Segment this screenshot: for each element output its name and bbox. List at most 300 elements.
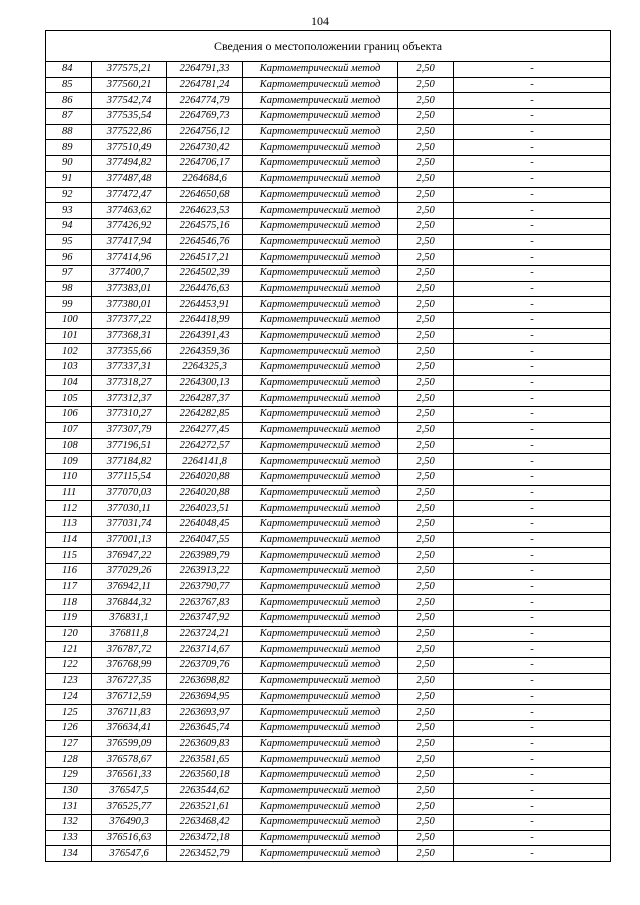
table-row [46, 720, 611, 736]
table-row [46, 501, 611, 517]
y-coordinate-cell: 2264684,6 [167, 171, 243, 187]
description-cell: - [454, 250, 611, 266]
accuracy-cell: 2,50 [398, 611, 454, 627]
y-coordinate-cell: 2263989,79 [167, 548, 243, 564]
description-cell: - [454, 265, 611, 281]
table-row [46, 532, 611, 548]
point-number-cell: 124 [46, 689, 92, 705]
table-row [46, 297, 611, 313]
method-cell: Картометрический метод [243, 548, 398, 564]
accuracy-cell: 2,50 [398, 344, 454, 360]
y-coordinate-cell: 2263560,18 [167, 767, 243, 783]
method-cell: Картометрический метод [243, 485, 398, 501]
point-number-cell: 129 [46, 767, 92, 783]
x-coordinate-cell: 376787,72 [92, 642, 167, 658]
description-cell: - [454, 673, 611, 689]
point-number-cell: 125 [46, 705, 92, 721]
method-cell: Картометрический метод [243, 799, 398, 815]
point-number-cell: 117 [46, 579, 92, 595]
x-coordinate-cell: 377307,79 [92, 422, 167, 438]
point-number-cell: 107 [46, 422, 92, 438]
x-coordinate-cell: 377115,54 [92, 469, 167, 485]
method-cell: Картометрический метод [243, 93, 398, 109]
method-cell: Картометрический метод [243, 344, 398, 360]
y-coordinate-cell: 2264287,37 [167, 391, 243, 407]
accuracy-cell: 2,50 [398, 783, 454, 799]
table-row [46, 485, 611, 501]
y-coordinate-cell: 2264020,88 [167, 485, 243, 501]
point-number-cell: 116 [46, 564, 92, 580]
x-coordinate-cell: 377070,03 [92, 485, 167, 501]
description-cell: - [454, 720, 611, 736]
y-coordinate-cell: 2264476,63 [167, 281, 243, 297]
y-coordinate-cell: 2264141,8 [167, 454, 243, 470]
accuracy-cell: 2,50 [398, 265, 454, 281]
table-body [46, 31, 611, 862]
method-cell: Картометрический метод [243, 234, 398, 250]
accuracy-cell: 2,50 [398, 689, 454, 705]
page-number: 104 [311, 14, 329, 28]
x-coordinate-cell: 377031,74 [92, 516, 167, 532]
y-coordinate-cell: 2264272,57 [167, 438, 243, 454]
accuracy-cell: 2,50 [398, 250, 454, 266]
description-cell: - [454, 611, 611, 627]
point-number-cell: 86 [46, 93, 92, 109]
description-cell: - [454, 344, 611, 360]
x-coordinate-cell: 377542,74 [92, 93, 167, 109]
y-coordinate-cell: 2263790,77 [167, 579, 243, 595]
y-coordinate-cell: 2264048,45 [167, 516, 243, 532]
x-coordinate-cell: 377368,31 [92, 328, 167, 344]
y-coordinate-cell: 2263694,95 [167, 689, 243, 705]
method-cell: Картометрический метод [243, 705, 398, 721]
point-number-cell: 95 [46, 234, 92, 250]
accuracy-cell: 2,50 [398, 516, 454, 532]
x-coordinate-cell: 377184,82 [92, 454, 167, 470]
x-coordinate-cell: 377472,47 [92, 187, 167, 203]
method-cell: Картометрический метод [243, 407, 398, 423]
accuracy-cell: 2,50 [398, 564, 454, 580]
accuracy-cell: 2,50 [398, 799, 454, 815]
accuracy-cell: 2,50 [398, 752, 454, 768]
y-coordinate-cell: 2264300,13 [167, 375, 243, 391]
table-row [46, 564, 611, 580]
x-coordinate-cell: 376578,67 [92, 752, 167, 768]
accuracy-cell: 2,50 [398, 391, 454, 407]
description-cell: - [454, 187, 611, 203]
method-cell: Картометрический метод [243, 62, 398, 78]
point-number-cell: 119 [46, 611, 92, 627]
description-cell: - [454, 407, 611, 423]
x-coordinate-cell: 377510,49 [92, 140, 167, 156]
y-coordinate-cell: 2263472,18 [167, 830, 243, 846]
method-cell: Картометрический метод [243, 77, 398, 93]
table-row [46, 407, 611, 423]
method-cell: Картометрический метод [243, 689, 398, 705]
table-row [46, 218, 611, 234]
y-coordinate-cell: 2264546,76 [167, 234, 243, 250]
point-number-cell: 128 [46, 752, 92, 768]
point-number-cell: 101 [46, 328, 92, 344]
method-cell: Картометрический метод [243, 642, 398, 658]
table-title-row [46, 31, 611, 62]
x-coordinate-cell: 376712,59 [92, 689, 167, 705]
x-coordinate-cell: 376844,32 [92, 595, 167, 611]
y-coordinate-cell: 2263581,65 [167, 752, 243, 768]
table-row [46, 736, 611, 752]
method-cell: Картометрический метод [243, 830, 398, 846]
x-coordinate-cell: 376490,3 [92, 815, 167, 831]
x-coordinate-cell: 376947,22 [92, 548, 167, 564]
description-cell: - [454, 454, 611, 470]
accuracy-cell: 2,50 [398, 203, 454, 219]
method-cell: Картометрический метод [243, 328, 398, 344]
x-coordinate-cell: 377318,27 [92, 375, 167, 391]
y-coordinate-cell: 2264453,91 [167, 297, 243, 313]
table-row [46, 830, 611, 846]
table-row [46, 767, 611, 783]
method-cell: Картометрический метод [243, 109, 398, 125]
description-cell: - [454, 203, 611, 219]
method-cell: Картометрический метод [243, 203, 398, 219]
x-coordinate-cell: 376942,11 [92, 579, 167, 595]
method-cell: Картометрический метод [243, 658, 398, 674]
y-coordinate-cell: 2264023,51 [167, 501, 243, 517]
description-cell: - [454, 830, 611, 846]
accuracy-cell: 2,50 [398, 109, 454, 125]
table-row [46, 124, 611, 140]
method-cell: Картометрический метод [243, 611, 398, 627]
point-number-cell: 103 [46, 360, 92, 376]
x-coordinate-cell: 377575,21 [92, 62, 167, 78]
y-coordinate-cell: 2263747,92 [167, 611, 243, 627]
point-number-cell: 93 [46, 203, 92, 219]
x-coordinate-cell: 377400,7 [92, 265, 167, 281]
table-row [46, 328, 611, 344]
y-coordinate-cell: 2264791,33 [167, 62, 243, 78]
accuracy-cell: 2,50 [398, 579, 454, 595]
y-coordinate-cell: 2264575,16 [167, 218, 243, 234]
accuracy-cell: 2,50 [398, 438, 454, 454]
method-cell: Картометрический метод [243, 218, 398, 234]
table-row [46, 187, 611, 203]
description-cell: - [454, 548, 611, 564]
accuracy-cell: 2,50 [398, 548, 454, 564]
description-cell: - [454, 234, 611, 250]
accuracy-cell: 2,50 [398, 501, 454, 517]
accuracy-cell: 2,50 [398, 830, 454, 846]
table-row [46, 93, 611, 109]
y-coordinate-cell: 2264730,42 [167, 140, 243, 156]
table-title: Сведения о местоположении границ объекта [46, 31, 611, 62]
description-cell: - [454, 93, 611, 109]
method-cell: Картометрический метод [243, 501, 398, 517]
table-row [46, 391, 611, 407]
table-row [46, 171, 611, 187]
point-number-cell: 132 [46, 815, 92, 831]
y-coordinate-cell: 2264774,79 [167, 93, 243, 109]
method-cell: Картометрический метод [243, 391, 398, 407]
y-coordinate-cell: 2263767,83 [167, 595, 243, 611]
description-cell: - [454, 783, 611, 799]
description-cell: - [454, 736, 611, 752]
accuracy-cell: 2,50 [398, 140, 454, 156]
point-number-cell: 92 [46, 187, 92, 203]
table-row [46, 689, 611, 705]
x-coordinate-cell: 376516,63 [92, 830, 167, 846]
y-coordinate-cell: 2263609,83 [167, 736, 243, 752]
point-number-cell: 131 [46, 799, 92, 815]
table-row [46, 203, 611, 219]
y-coordinate-cell: 2264769,73 [167, 109, 243, 125]
y-coordinate-cell: 2263645,74 [167, 720, 243, 736]
description-cell: - [454, 485, 611, 501]
method-cell: Картометрический метод [243, 783, 398, 799]
x-coordinate-cell: 376831,1 [92, 611, 167, 627]
accuracy-cell: 2,50 [398, 846, 454, 862]
table-row [46, 799, 611, 815]
y-coordinate-cell: 2263714,67 [167, 642, 243, 658]
accuracy-cell: 2,50 [398, 595, 454, 611]
table-row [46, 140, 611, 156]
description-cell: - [454, 297, 611, 313]
x-coordinate-cell: 377196,51 [92, 438, 167, 454]
accuracy-cell: 2,50 [398, 642, 454, 658]
description-cell: - [454, 501, 611, 517]
boundary-coordinates-table [45, 30, 611, 862]
description-cell: - [454, 140, 611, 156]
description-cell: - [454, 422, 611, 438]
x-coordinate-cell: 377560,21 [92, 77, 167, 93]
point-number-cell: 133 [46, 830, 92, 846]
x-coordinate-cell: 377337,31 [92, 360, 167, 376]
point-number-cell: 97 [46, 265, 92, 281]
table-row [46, 815, 611, 831]
x-coordinate-cell: 377494,82 [92, 156, 167, 172]
accuracy-cell: 2,50 [398, 767, 454, 783]
method-cell: Картометрический метод [243, 156, 398, 172]
point-number-cell: 90 [46, 156, 92, 172]
x-coordinate-cell: 376634,41 [92, 720, 167, 736]
description-cell: - [454, 532, 611, 548]
table-row [46, 234, 611, 250]
x-coordinate-cell: 377414,96 [92, 250, 167, 266]
accuracy-cell: 2,50 [398, 156, 454, 172]
point-number-cell: 98 [46, 281, 92, 297]
y-coordinate-cell: 2264706,17 [167, 156, 243, 172]
method-cell: Картометрический метод [243, 626, 398, 642]
point-number-cell: 111 [46, 485, 92, 501]
method-cell: Картометрический метод [243, 281, 398, 297]
x-coordinate-cell: 376599,09 [92, 736, 167, 752]
description-cell: - [454, 62, 611, 78]
description-cell: - [454, 156, 611, 172]
accuracy-cell: 2,50 [398, 360, 454, 376]
method-cell: Картометрический метод [243, 454, 398, 470]
method-cell: Картометрический метод [243, 313, 398, 329]
description-cell: - [454, 658, 611, 674]
x-coordinate-cell: 377380,01 [92, 297, 167, 313]
y-coordinate-cell: 2264517,21 [167, 250, 243, 266]
y-coordinate-cell: 2263521,61 [167, 799, 243, 815]
method-cell: Картометрический метод [243, 375, 398, 391]
description-cell: - [454, 579, 611, 595]
y-coordinate-cell: 2264781,24 [167, 77, 243, 93]
point-number-cell: 99 [46, 297, 92, 313]
table-row [46, 62, 611, 78]
accuracy-cell: 2,50 [398, 171, 454, 187]
y-coordinate-cell: 2264277,45 [167, 422, 243, 438]
point-number-cell: 109 [46, 454, 92, 470]
description-cell: - [454, 689, 611, 705]
point-number-cell: 88 [46, 124, 92, 140]
x-coordinate-cell: 377535,54 [92, 109, 167, 125]
method-cell: Картометрический метод [243, 297, 398, 313]
y-coordinate-cell: 2264391,43 [167, 328, 243, 344]
y-coordinate-cell: 2263452,79 [167, 846, 243, 862]
accuracy-cell: 2,50 [398, 328, 454, 344]
method-cell: Картометрический метод [243, 438, 398, 454]
description-cell: - [454, 438, 611, 454]
description-cell: - [454, 595, 611, 611]
accuracy-cell: 2,50 [398, 454, 454, 470]
point-number-cell: 113 [46, 516, 92, 532]
table-row [46, 673, 611, 689]
table-row [46, 454, 611, 470]
table-row [46, 548, 611, 564]
method-cell: Картометрический метод [243, 360, 398, 376]
point-number-cell: 110 [46, 469, 92, 485]
x-coordinate-cell: 376811,8 [92, 626, 167, 642]
description-cell: - [454, 171, 611, 187]
x-coordinate-cell: 377355,66 [92, 344, 167, 360]
accuracy-cell: 2,50 [398, 705, 454, 721]
accuracy-cell: 2,50 [398, 187, 454, 203]
x-coordinate-cell: 377487,48 [92, 171, 167, 187]
description-cell: - [454, 815, 611, 831]
method-cell: Картометрический метод [243, 579, 398, 595]
x-coordinate-cell: 376768,99 [92, 658, 167, 674]
table-row [46, 658, 611, 674]
method-cell: Картометрический метод [243, 564, 398, 580]
point-number-cell: 122 [46, 658, 92, 674]
accuracy-cell: 2,50 [398, 485, 454, 501]
table-row [46, 595, 611, 611]
description-cell: - [454, 328, 611, 344]
table-row [46, 579, 611, 595]
method-cell: Картометрический метод [243, 469, 398, 485]
point-number-cell: 89 [46, 140, 92, 156]
table-row [46, 344, 611, 360]
accuracy-cell: 2,50 [398, 234, 454, 250]
table-row [46, 360, 611, 376]
point-number-cell: 123 [46, 673, 92, 689]
method-cell: Картометрический метод [243, 171, 398, 187]
y-coordinate-cell: 2263709,76 [167, 658, 243, 674]
accuracy-cell: 2,50 [398, 218, 454, 234]
x-coordinate-cell: 377312,37 [92, 391, 167, 407]
y-coordinate-cell: 2263544,62 [167, 783, 243, 799]
method-cell: Картометрический метод [243, 815, 398, 831]
point-number-cell: 91 [46, 171, 92, 187]
y-coordinate-cell: 2264047,55 [167, 532, 243, 548]
method-cell: Картометрический метод [243, 595, 398, 611]
method-cell: Картометрический метод [243, 532, 398, 548]
point-number-cell: 96 [46, 250, 92, 266]
description-cell: - [454, 360, 611, 376]
y-coordinate-cell: 2264282,85 [167, 407, 243, 423]
y-coordinate-cell: 2263698,82 [167, 673, 243, 689]
x-coordinate-cell: 377377,22 [92, 313, 167, 329]
point-number-cell: 84 [46, 62, 92, 78]
y-coordinate-cell: 2264325,3 [167, 360, 243, 376]
point-number-cell: 105 [46, 391, 92, 407]
y-coordinate-cell: 2264359,36 [167, 344, 243, 360]
y-coordinate-cell: 2263913,22 [167, 564, 243, 580]
description-cell: - [454, 767, 611, 783]
point-number-cell: 100 [46, 313, 92, 329]
y-coordinate-cell: 2264623,53 [167, 203, 243, 219]
method-cell: Картометрический метод [243, 767, 398, 783]
method-cell: Картометрический метод [243, 673, 398, 689]
x-coordinate-cell: 376547,5 [92, 783, 167, 799]
method-cell: Картометрический метод [243, 124, 398, 140]
accuracy-cell: 2,50 [398, 673, 454, 689]
table-row [46, 752, 611, 768]
table-row [46, 422, 611, 438]
y-coordinate-cell: 2263724,21 [167, 626, 243, 642]
accuracy-cell: 2,50 [398, 532, 454, 548]
point-number-cell: 102 [46, 344, 92, 360]
point-number-cell: 126 [46, 720, 92, 736]
table-row [46, 626, 611, 642]
description-cell: - [454, 642, 611, 658]
point-number-cell: 130 [46, 783, 92, 799]
method-cell: Картометрический метод [243, 140, 398, 156]
x-coordinate-cell: 377310,27 [92, 407, 167, 423]
accuracy-cell: 2,50 [398, 62, 454, 78]
description-cell: - [454, 218, 611, 234]
description-cell: - [454, 375, 611, 391]
x-coordinate-cell: 376561,33 [92, 767, 167, 783]
method-cell: Картометрический метод [243, 516, 398, 532]
x-coordinate-cell: 377029,26 [92, 564, 167, 580]
table-row [46, 438, 611, 454]
table-row [46, 156, 611, 172]
point-number-cell: 118 [46, 595, 92, 611]
description-cell: - [454, 109, 611, 125]
method-cell: Картометрический метод [243, 846, 398, 862]
point-number-cell: 121 [46, 642, 92, 658]
description-cell: - [454, 564, 611, 580]
table-row [46, 469, 611, 485]
method-cell: Картометрический метод [243, 187, 398, 203]
description-cell: - [454, 391, 611, 407]
table-row [46, 783, 611, 799]
accuracy-cell: 2,50 [398, 469, 454, 485]
description-cell: - [454, 313, 611, 329]
x-coordinate-cell: 377426,92 [92, 218, 167, 234]
y-coordinate-cell: 2264502,39 [167, 265, 243, 281]
description-cell: - [454, 516, 611, 532]
y-coordinate-cell: 2264650,68 [167, 187, 243, 203]
y-coordinate-cell: 2264418,99 [167, 313, 243, 329]
point-number-cell: 94 [46, 218, 92, 234]
x-coordinate-cell: 376711,83 [92, 705, 167, 721]
table-row [46, 611, 611, 627]
description-cell: - [454, 77, 611, 93]
table-row [46, 281, 611, 297]
